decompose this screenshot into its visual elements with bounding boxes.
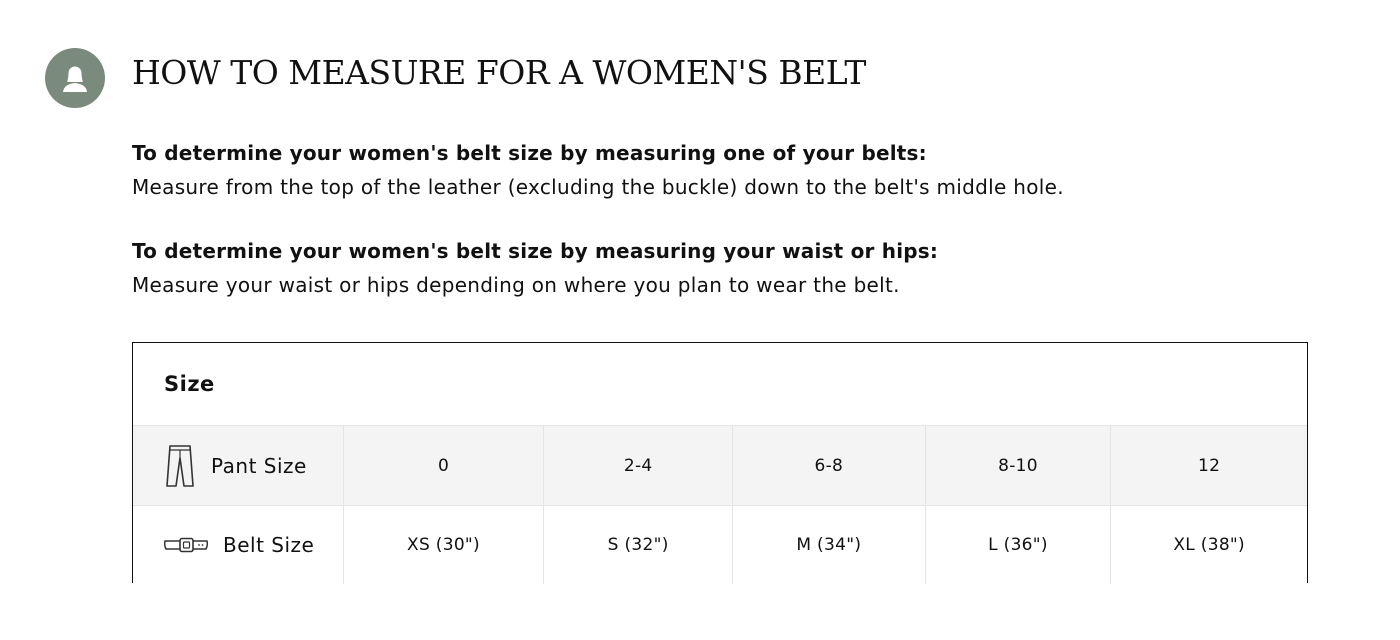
section-heading: To determine your women's belt size by measuring one of your belts: — [132, 141, 927, 165]
table-cell: 0 — [343, 426, 544, 505]
table-cell: XL (38") — [1110, 506, 1307, 584]
table-row-belt-size — [133, 506, 1307, 584]
pants-icon — [163, 444, 197, 488]
size-table — [132, 342, 1308, 583]
table-cell: 2-4 — [543, 426, 732, 505]
row-label-cell — [133, 426, 343, 505]
table-cell: XS (30") — [343, 506, 544, 584]
section-body: Measure your waist or hips depending on where you plan to wear the belt. — [132, 273, 900, 297]
measure-by-waist-section — [132, 234, 938, 302]
row-label-cell — [133, 506, 343, 584]
table-cell: S (32") — [543, 506, 732, 584]
table-row-pant-size — [133, 426, 1307, 506]
table-cell: 6-8 — [732, 426, 925, 505]
table-cell: 8-10 — [925, 426, 1111, 505]
row-label: Pant Size — [211, 453, 307, 478]
table-cell: M (34") — [732, 506, 925, 584]
measure-by-belt-section — [132, 136, 1064, 204]
page-title: HOW TO MEASURE FOR A WOMEN'S BELT — [132, 53, 866, 92]
belt-icon — [163, 535, 209, 555]
section-body: Measure from the top of the leather (excluding the buckle) down to the belt's middle hole. — [132, 175, 1064, 199]
table-cell: 12 — [1110, 426, 1307, 505]
user-silhouette-icon — [60, 63, 90, 93]
table-cell: L (36") — [925, 506, 1111, 584]
row-label: Belt Size — [223, 533, 315, 557]
author-avatar — [45, 48, 105, 108]
section-heading: To determine your women's belt size by measuring your waist or hips: — [132, 239, 939, 263]
size-table-header: Size — [133, 343, 1307, 426]
